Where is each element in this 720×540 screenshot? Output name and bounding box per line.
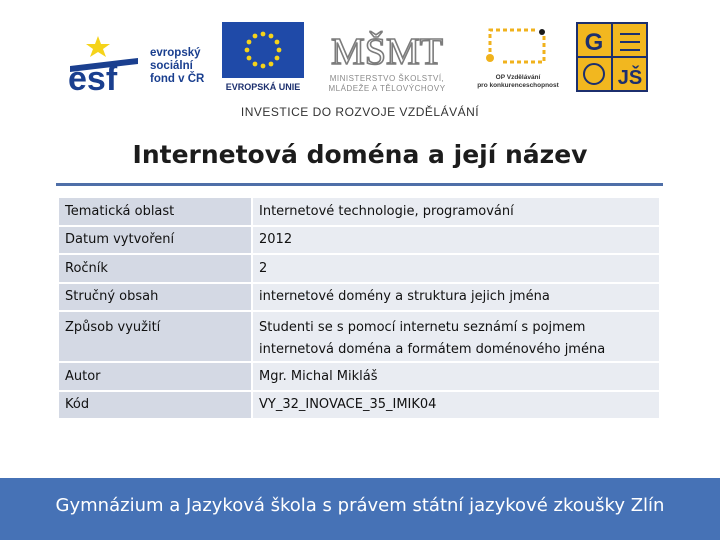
table-row [58,283,660,312]
eu-flag-icon [222,22,304,78]
esf-line: sociální [150,60,193,72]
esf-line: evropský [150,47,201,59]
eu-logo [220,22,306,96]
row-label: Autor [58,362,252,391]
row-label: Tematická oblast [58,197,252,226]
footer-text: Gymnázium a Jazyková škola s právem státní jazykové zkoušky Zlín [55,495,665,516]
gjs-school-icon [576,22,648,92]
svg-text:JŠ: JŠ [617,67,643,89]
opvk-line: OP Vzdělávání [495,74,541,81]
row-value: Internetové technologie, programování [252,197,660,226]
table-row [58,362,660,391]
msmt-mark-icon [312,20,462,72]
row-label: Způsob využití [58,311,252,362]
svg-text:esf: esf [68,60,118,98]
msmt-text [312,74,462,94]
msmt-line: MINISTERSTVO ŠKOLSTVÍ, [329,74,445,83]
opvk-logo [472,22,564,96]
opvk-mark-icon [472,22,564,74]
row-value: 2012 [252,226,660,255]
esf-text [150,47,204,86]
row-value: 2 [252,254,660,283]
row-value: VY_32_INOVACE_35_IMIK04 [252,391,660,420]
esf-logo [68,26,218,98]
row-value: internetové domény a struktura jejich jména [252,283,660,312]
eu-label: EVROPSKÁ UNIE [225,82,301,92]
opvk-line: pro konkurenceschopnost [477,82,559,89]
row-value-line: internetová doména a formátem doménového jména [259,342,606,357]
msmt-logo [312,20,462,100]
info-table [57,196,661,420]
title-divider [56,183,663,186]
tagline: INVESTICE DO ROZVOJE VZDĚLÁVÁNÍ [240,105,480,119]
logo-banner [0,0,720,125]
opvk-text [472,74,564,90]
table-row [58,226,660,255]
table-row [58,254,660,283]
page-title: Internetová doména a její název [132,140,588,169]
table-row [58,311,660,362]
row-label: Ročník [58,254,252,283]
esf-line: fond v ČR [150,73,205,85]
row-label: Kód [58,391,252,420]
footer-bar [0,478,720,540]
svg-text:G: G [584,29,604,56]
gjs-logo [576,22,648,92]
row-value-line: Studenti se s pomocí internetu seznámí s pojmem [259,320,586,335]
table-row [58,197,660,226]
msmt-line: MLÁDEŽE A TĚLOVÝCHOVY [328,84,446,93]
row-value: Mgr. Michal Mikláš [252,362,660,391]
row-label: Stručný obsah [58,283,252,312]
table-row [58,391,660,420]
svg-text:MŠMT: MŠMT [331,31,443,72]
row-value [252,311,660,362]
row-label: Datum vytvoření [58,226,252,255]
